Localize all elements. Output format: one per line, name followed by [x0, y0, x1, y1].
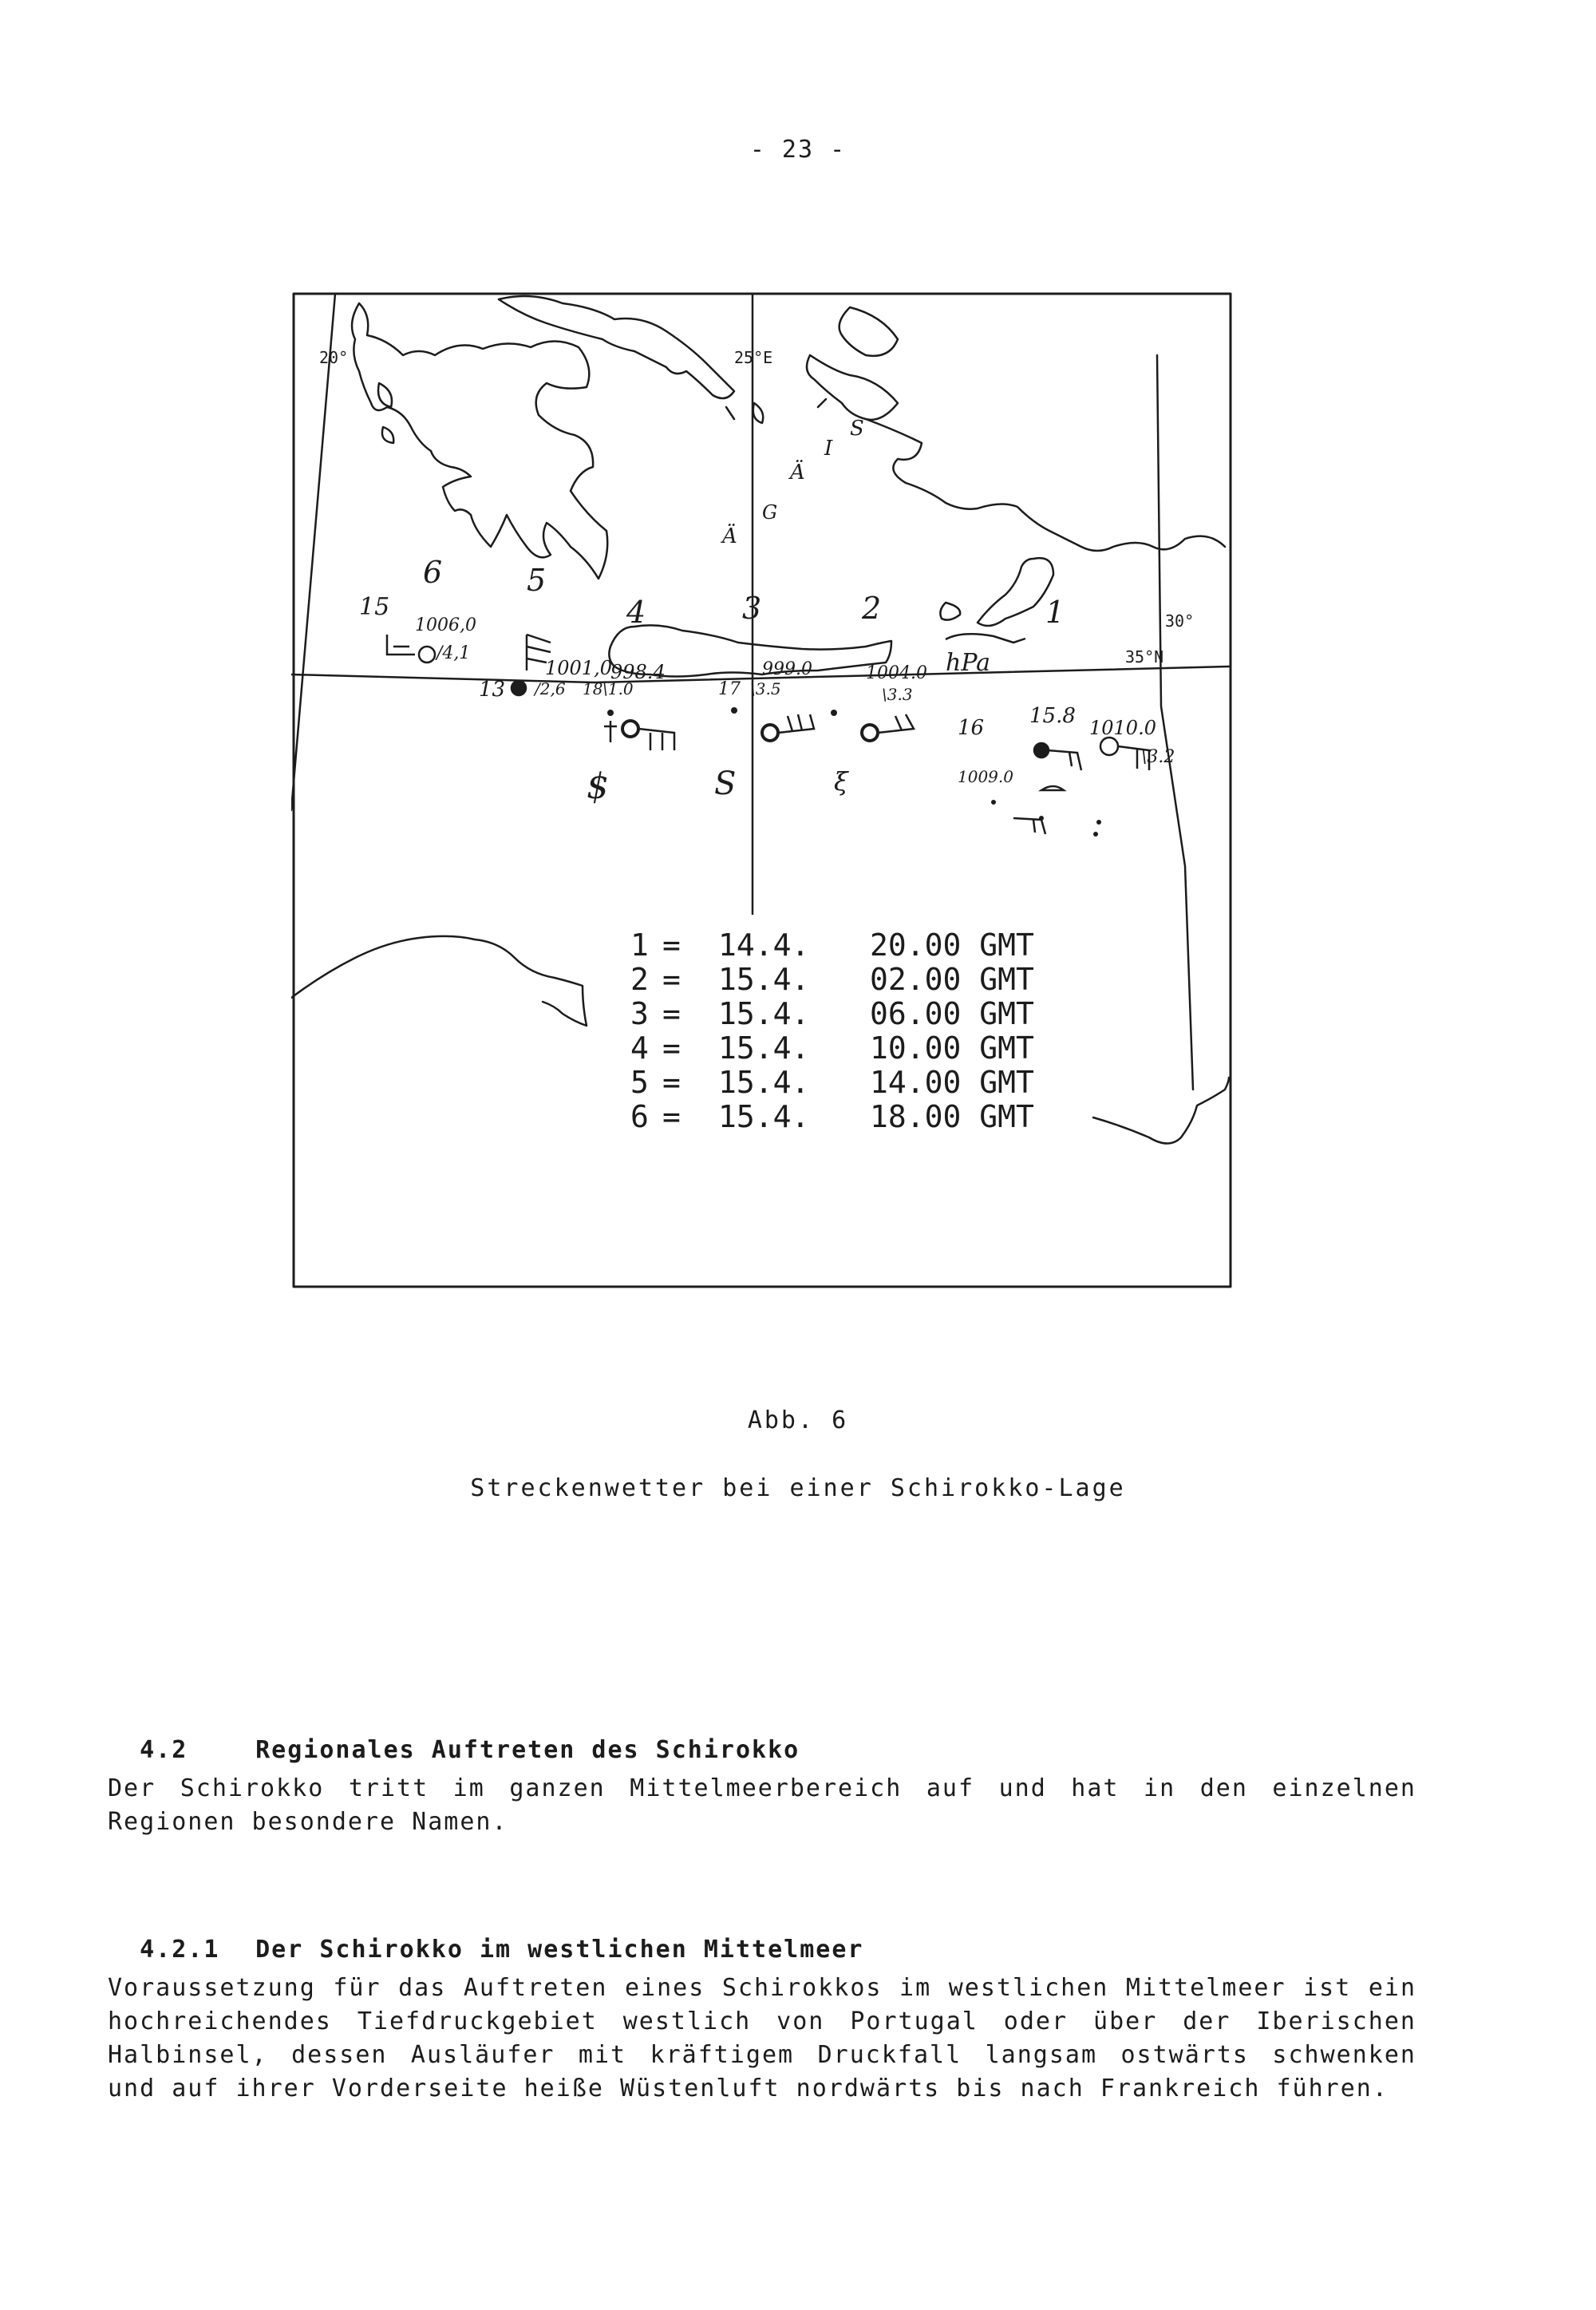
obs-5-tendency: /2,6 — [535, 679, 566, 698]
obs-5-temp: 13 — [479, 678, 506, 702]
station-label-4: 4 — [626, 595, 646, 630]
weather-map-figure — [291, 291, 1233, 1289]
time-legend — [630, 928, 1034, 1134]
weather-symbol-s: S — [714, 765, 737, 802]
aegean-letter-2: G — [762, 501, 778, 524]
aegean-coast-north — [499, 296, 734, 398]
obs-1-dew: 15.8 — [1029, 704, 1076, 728]
legend-eq-6: = — [662, 1099, 681, 1134]
island-small — [940, 603, 960, 620]
legend-date-5: 15.4. — [718, 1065, 810, 1100]
legend-n-1: 1 — [630, 928, 649, 963]
aegean-letter-4: I — [824, 437, 833, 461]
aegean-marks — [726, 399, 826, 419]
legend-time-1: 20.00 GMT — [870, 928, 1034, 963]
map-frame — [294, 294, 1231, 1287]
obs-1-tendency: \3.2 — [1141, 747, 1175, 767]
obs-4-temp: 18 — [583, 679, 603, 698]
section-number: 4.2 — [140, 1736, 188, 1764]
legend-time-2: 02.00 GMT — [870, 962, 1034, 997]
aegean-letter-3: Ä — [790, 461, 805, 485]
legend-date-4: 15.4. — [718, 1030, 810, 1066]
legend-date-6: 15.4. — [718, 1099, 810, 1134]
weather-symbol-dust: $ — [587, 766, 609, 807]
section-paragraph-4-2-1: Voraussetzung für das Auftreten eines Schirokkos im westlichen Mittelmeer ist ein hochreichendes Tiefdruckgebiet westlich von Portugal oder über der Iberischen Halbinsel, dessen Ausläufer mit kräftigem Druckfall langsam ostwärts schwenken und auf ihrer Vorderseite heiße Wüstenluft nordwärts bis nach Frankreich führen. — [108, 1974, 1416, 2102]
obs-1-pressure: 1010.0 — [1089, 717, 1156, 739]
page-number: - 23 - — [749, 136, 847, 164]
obs-4-tendency: \1.0 — [602, 679, 634, 698]
figure-caption: Streckenwetter bei einer Schirokko-Lage — [470, 1474, 1126, 1502]
obs-5-pressure: 1001,0 — [545, 657, 612, 679]
aegean-letter-1: Ä — [722, 524, 737, 548]
legend-n-5: 5 — [630, 1065, 649, 1100]
africa-coast-east — [1093, 1078, 1229, 1144]
meridian-30 — [1157, 355, 1193, 1090]
obs-unit-hpa: hPa — [946, 649, 991, 677]
obs-2-tendency: \3.3 — [882, 685, 913, 704]
section-heading-4-2 — [108, 1708, 800, 1764]
greek-islands-west — [378, 383, 393, 443]
legend-time-4: 10.00 GMT — [870, 1030, 1034, 1066]
legend-eq-3: = — [662, 996, 681, 1031]
obs-1-pressure-2: 1009.0 — [958, 767, 1013, 786]
section-number: 4.2.1 — [140, 1936, 220, 1964]
obs-4-pressure: 998.4 — [610, 661, 666, 683]
section-title: Regionales Auftreten des Schirokko — [255, 1736, 800, 1764]
legend-time-5: 14.00 GMT — [870, 1065, 1034, 1100]
section-paragraph-4-2: Der Schirokko tritt im ganzen Mittelmeerbereich auf und hat in den einzelnen Regionen besondere Namen. — [108, 1774, 1416, 1836]
greece-coastline — [352, 303, 607, 579]
legend-time-3: 06.00 GMT — [870, 996, 1034, 1031]
legend-date-2: 15.4. — [718, 962, 810, 997]
legend-n-4: 4 — [630, 1030, 649, 1066]
weather-symbol-xi: ξ — [834, 766, 848, 797]
station-label-3: 3 — [742, 591, 762, 626]
legend-eq-5: = — [662, 1065, 681, 1100]
legend-eq-4: = — [662, 1030, 681, 1066]
obs-6-pressure: 1006,0 — [415, 615, 476, 635]
obs-3-temp: 17 — [718, 679, 741, 699]
obs-6-temp: 15 — [359, 593, 390, 621]
lat-label-35: 35°N — [1125, 647, 1164, 666]
obs-2-pressure: 1004.0 — [866, 663, 927, 683]
obs-3-pressure: 999.0 — [762, 659, 812, 679]
legend-eq-1: = — [662, 928, 681, 963]
aegean-letter-5: S — [850, 417, 864, 441]
legend-n-3: 3 — [630, 996, 649, 1031]
lon-label-25: 25°E — [734, 348, 773, 367]
station-label-2: 2 — [862, 591, 882, 626]
section-title: Der Schirokko im westlichen Mittelmeer — [255, 1936, 864, 1964]
island-chios — [753, 403, 764, 423]
obs-3-tendency: \3.5 — [750, 679, 781, 698]
section-heading-4-2-1 — [108, 1908, 863, 1964]
obs-6-tendency: /4,1 — [437, 643, 471, 663]
legend-date-1: 14.4. — [718, 928, 810, 963]
legend-date-3: 15.4. — [718, 996, 810, 1031]
legend-n-6: 6 — [630, 1099, 649, 1134]
obs-1-temp: 16 — [958, 716, 985, 740]
station-label-6: 6 — [423, 555, 443, 590]
aegean-coast-east — [807, 307, 1225, 551]
meridian-20 — [291, 294, 335, 810]
lon-label-30: 30° — [1165, 611, 1195, 631]
station-label-5: 5 — [527, 563, 547, 598]
station-label-1: 1 — [1045, 595, 1065, 630]
island-rhodes — [978, 558, 1053, 626]
legend-eq-2: = — [662, 962, 681, 997]
legend-time-6: 18.00 GMT — [870, 1099, 1034, 1134]
lon-label-20: 20° — [319, 348, 349, 367]
africa-coast-west — [291, 936, 587, 1026]
figure-label: Abb. 6 — [747, 1406, 849, 1434]
legend-n-2: 2 — [630, 962, 649, 997]
